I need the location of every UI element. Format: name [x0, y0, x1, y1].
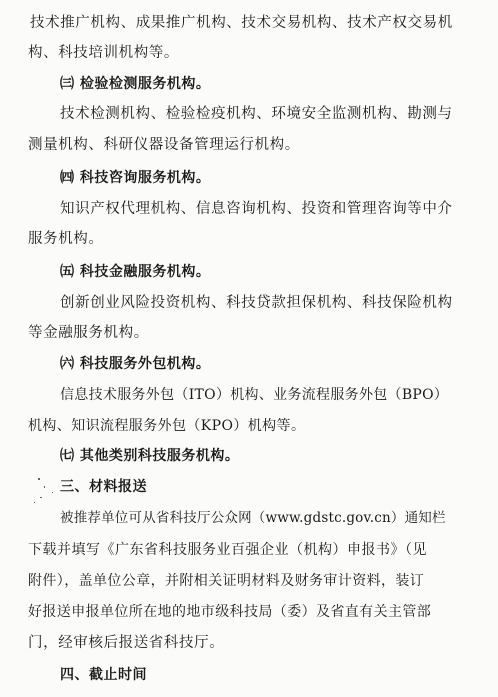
scan-speck: [38, 478, 40, 480]
section-7-heading: ㈦ 其他类别科技服务机构。: [60, 448, 240, 464]
part-4-heading: 四、截止时间: [60, 667, 147, 683]
section-6-line-2: 机构、知识流程服务外包（KPO）机构等。: [28, 418, 306, 434]
section-5-line-1: 创新创业风险投资机构、科技贷款担保机构、科技保险机构: [60, 295, 453, 311]
section-6-line-1: 信息技术服务外包（ITO）机构、业务流程服务外包（BPO）: [60, 387, 449, 403]
part-3-line-4: 好报送申报单位所在地的地市级科技局（委）及省直有关主管部: [28, 604, 432, 620]
scan-speck: [52, 492, 53, 493]
paragraph-1-line-1: 技术推广机构、成果推广机构、技术交易机构、技术产权交易机: [30, 15, 453, 31]
scan-speck: [34, 502, 35, 503]
part-3-line-5: 门，经审核后报送省科技厅。: [28, 635, 225, 651]
section-3-heading: ㈢ 检验检测服务机构。: [60, 76, 211, 92]
part-3-line-3: 附件），盖单位公章，并附相关证明材料及财务审计资料，装订: [28, 573, 425, 589]
section-6-heading: ㈥ 科技服务外包机构。: [60, 356, 211, 372]
part-3-heading: 三、材料报送: [60, 479, 147, 495]
section-5-line-2: 等金融服务机构。: [28, 325, 149, 341]
scan-speck: [44, 486, 45, 488]
part-3-line-1: 被推荐单位可从省科技厅公众网（www.gdstc.gov.cn）通知栏: [60, 510, 446, 526]
section-4-line-2: 服务机构。: [28, 231, 104, 247]
section-4-line-1: 知识产权代理机构、信息咨询机构、投资和管理咨询等中介: [60, 201, 453, 217]
paragraph-1-line-2: 构、科技培训机构等。: [28, 45, 179, 61]
section-3-line-1: 技术检测机构、检验检疫机构、环境安全监测机构、勘测与: [60, 106, 453, 122]
section-5-heading: ㈤ 科技金融服务机构。: [60, 264, 211, 280]
section-4-heading: ㈣ 科技咨询服务机构。: [60, 170, 211, 186]
section-3-line-2: 测量机构、科研仪器设备管理运行机构。: [28, 137, 300, 153]
scan-speck: [40, 497, 42, 498]
part-3-line-2: 下载并填写《广东省科技服务业百强企业（机构）申报书》（见: [28, 542, 427, 558]
